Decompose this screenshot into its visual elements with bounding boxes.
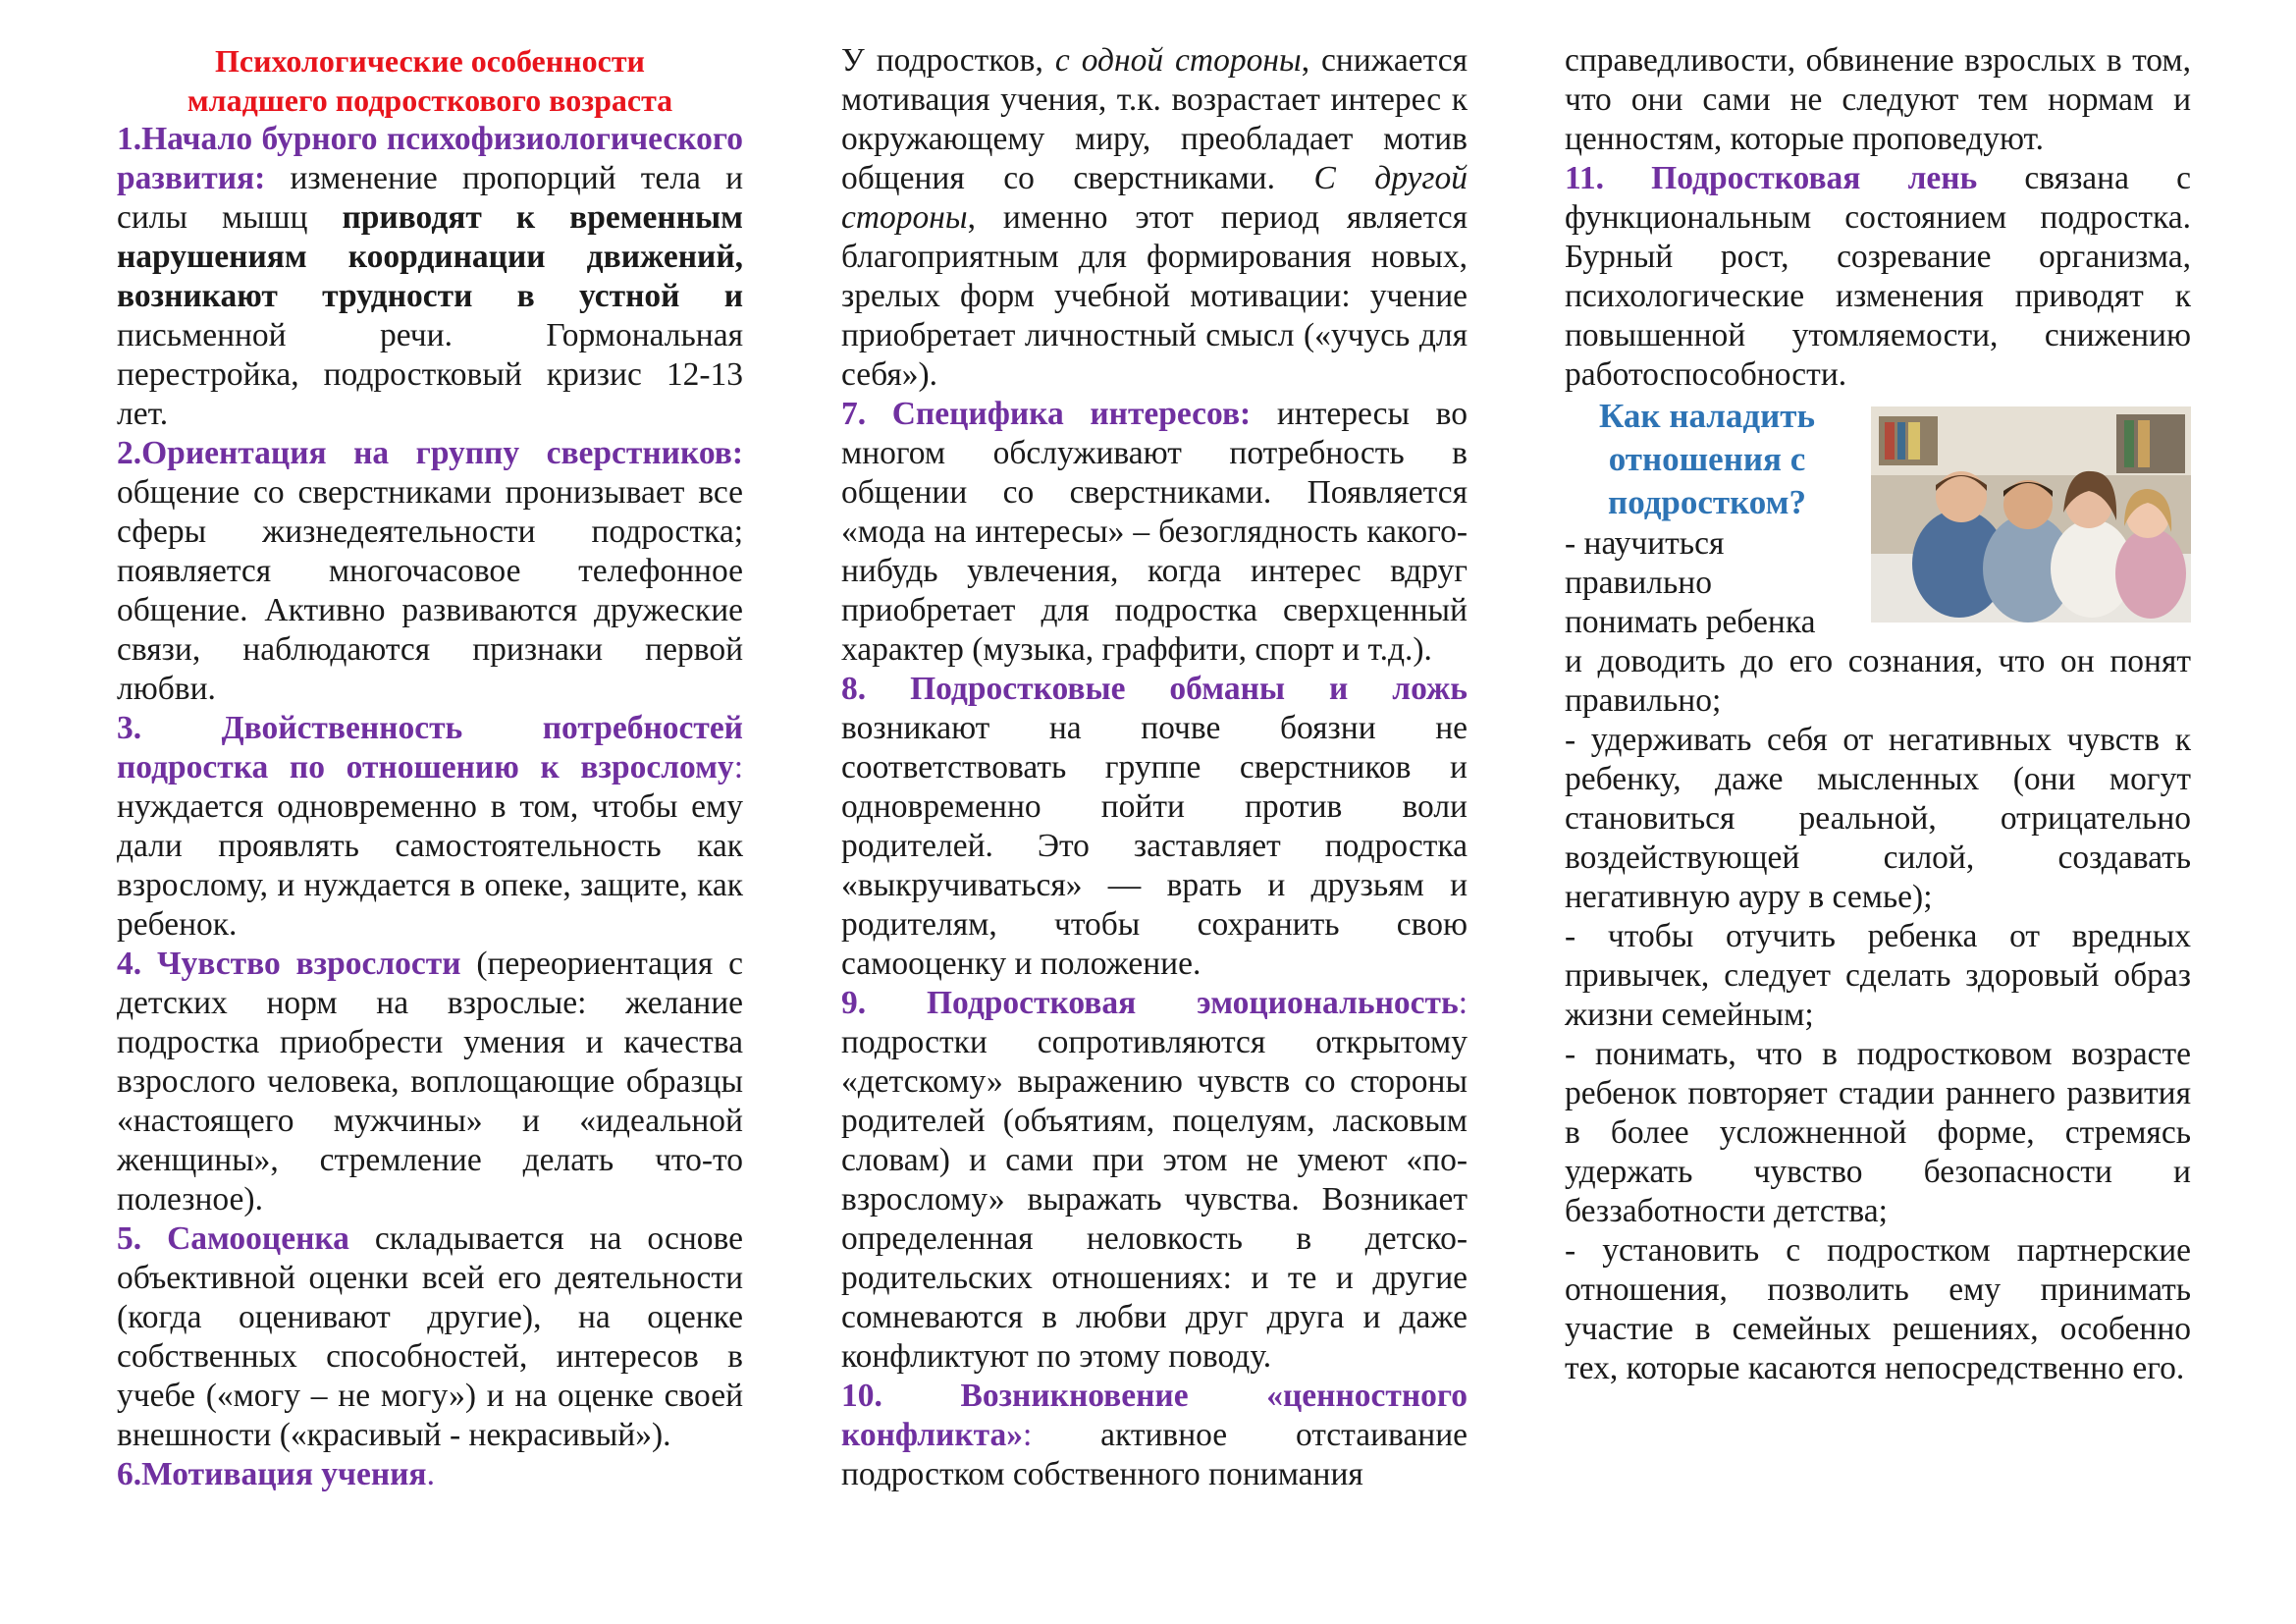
section-10-continued: справедливости, обвинение взрослых в том, что они сами не следуют тем нормам и ценностям, которые проповедуют.: [1565, 42, 2191, 157]
bullet-5: - установить с подростком партнерские отношения, позволить ему принимать участие в семейных решениях, особенно тех, которые касаются непосредственно его.: [1565, 1232, 2191, 1386]
section-3: [117, 709, 743, 945]
section-1-text-c: письменной речи. Гормональная перестройка, подростковый кризис 12-13 лет.: [117, 317, 743, 432]
bullet-3: - чтобы отучить ребенка от вредных привычек, следует сделать здоровый образ жизни семейным;: [1565, 918, 2191, 1033]
section-7: [841, 395, 1468, 670]
column-middle: [841, 41, 1468, 1494]
section-5-heading: 5. Самооценка: [117, 1220, 349, 1257]
section-9-colon: :: [1458, 985, 1468, 1021]
section-6-text-c: , именно этот период является благоприятным для формирования новых, зрелых форм учебной мотивации: учение приобретает личностный смысл («учусь для себя»).: [841, 199, 1468, 393]
section-9-heading: 9. Подростковая эмоциональность: [841, 985, 1459, 1021]
section-1-text-a: изменение пропорций тела и силы мышц: [117, 160, 743, 236]
section-10-heading: 10. Возникновение «ценностного конфликта»: [841, 1378, 1468, 1453]
section-6-italic-1: с одной стороны: [1054, 42, 1302, 79]
section-6-dot: .: [426, 1456, 435, 1492]
section-7-text: интересы во многом обслуживают потребность в общении со сверстниками. Появляется «мода на интересы» – безоглядность какого-нибудь увлечения, когда интерес вдруг приобретает для подростка сверхценный характер (музыка, граффити, спорт и т.д.).: [841, 396, 1468, 668]
section-1: [117, 120, 743, 434]
section-4-heading: 4. Чувство взрослости: [117, 946, 461, 982]
section-10-text: активное отстаивание подростком собственного понимания: [841, 1417, 1468, 1492]
section-8: [841, 670, 1468, 984]
section-2-heading: 2.Ориентация на группу сверстников:: [117, 435, 743, 471]
section-9: [841, 984, 1468, 1377]
section-6-text-b: , снижается мотивация учения, т.к. возрастает интерес к окружающему миру, преобладает мотив общения со сверстниками.: [841, 42, 1468, 196]
section-11: [1565, 159, 2191, 395]
section-8-text: возникают на почве боязни не соответствовать группе сверстников и одновременно пойти против воли родителей. Это заставляет подростка «выкручиваться» — врать и друзьям и родителям, чтобы сохранить свою самооценку и положение.: [841, 710, 1468, 982]
family-photo-image: [1871, 406, 2191, 623]
title-line-1: Психологические особенности: [215, 43, 645, 79]
section-6-italic-2: С другой стороны: [841, 160, 1468, 236]
section-2: [117, 434, 743, 709]
page-title: [117, 41, 743, 120]
section-6-heading: 6.Мотивация учения: [117, 1456, 427, 1492]
section-6-text: [841, 41, 1468, 395]
column-left: [117, 41, 743, 1494]
question-title: Как наладить отношения с подростком?: [1598, 397, 1815, 521]
section-5-text: складывается на основе объективной оценки всей его деятельности (когда оценивают другие), на оценке собственных способностей, интересов в учебе («могу – не могу») и на оценке своей внешности («красивый - некрасивый»).: [117, 1220, 743, 1453]
section-1-heading: 1.Начало бурного психофизиологического развития:: [117, 121, 743, 196]
section-3-heading: 3. Двойственность потребностей подростка по отношению к взрослому: [117, 710, 743, 785]
section-11-heading: 11. Подростковая лень: [1565, 160, 1978, 196]
section-2-text: общение со сверстниками пронизывает все сферы жизнедеятельности подростка; появляется многочасовое телефонное общение. Активно развиваются дружеские связи, наблюдаются признаки первой любви.: [117, 474, 743, 707]
section-3-colon: :: [733, 749, 743, 785]
section-9-text: подростки сопротивляются открытому «детскому» выражению чувств со стороны родителей (объятиям, поцелуям, ласковым словам) и сами при этом не умеют «по-взрослому» выражать чувства. Возникает определенная неловкость в детско-родительских отношениях: и те и другие сомневаются в любви друг друга и даже конфликтуют по этому поводу.: [841, 1024, 1468, 1375]
bullet-4: - понимать, что в подростковом возрасте ребенок повторяет стадии раннего развития в более усложненной форме, стремясь удержать чувство безопасности и беззаботности детства;: [1565, 1036, 2191, 1229]
section-1-text-bold: приводят к временным нарушениям координации движений, возникают трудности в устной и: [117, 199, 743, 314]
column-right: [1565, 41, 2191, 1388]
section-7-heading: 7. Специфика интересов:: [841, 396, 1252, 432]
section-4-text: (переориентация с детских норм на взрослые: желание подростка приобрести умения и качества взрослого человека, воплощающие образцы «настоящего мужчины» и «идеальной женщины», стремление делать что-то полезное).: [117, 946, 743, 1218]
bullet-1a: - научиться правильно понимать ребенка: [1565, 525, 1816, 640]
section-10-colon: :: [1023, 1417, 1033, 1453]
section-3-text: нуждается одновременно в том, чтобы ему дали проявлять самостоятельность как взрослому, и нуждается в опеке, защите, как ребенок.: [117, 788, 743, 943]
section-11-text: связана с функциональным состоянием подростка. Бурный рост, созревание организма, психологические изменения приводят к повышенной утомляемости, снижению работоспособности.: [1565, 160, 2191, 393]
section-6: [117, 1455, 743, 1494]
section-6-text-a: У подростков,: [841, 42, 1055, 79]
bullet-1b: и доводить до его сознания, что он понят правильно;: [1565, 643, 2191, 719]
family-photo: [1871, 406, 2191, 623]
section-4: [117, 945, 743, 1219]
title-line-2: младшего подросткового возраста: [187, 82, 673, 118]
section-10: [841, 1377, 1468, 1494]
bullet-2: - удерживать себя от негативных чувств к ребенку, даже мысленных (они могут становиться реальной, отрицательно воздействующей силой, создавать негативную ауру в семье);: [1565, 722, 2191, 915]
section-8-heading: 8. Подростковые обманы и ложь: [841, 671, 1468, 707]
section-5: [117, 1219, 743, 1455]
